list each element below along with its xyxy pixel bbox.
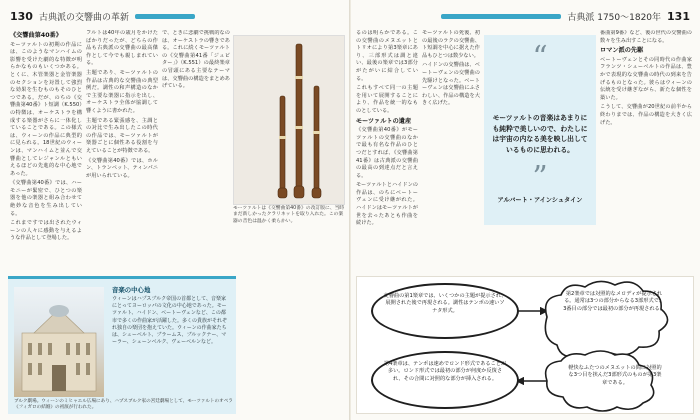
quote-author: アルバート・アインシュタイン	[497, 197, 583, 204]
movement-3-text: 軽快なふたつのメヌエットの間に対照的な3つ目を挟んだ3部形式のものが第3楽章である。	[568, 365, 662, 386]
paragraph: 《交響曲第40番》がモーツァルトの交響曲のなかで最も有名な作品のひとつだとすれば、《交響曲第41番》は古典派の交響曲の最高の到達点だと言える。	[356, 127, 418, 179]
quote-text: モーツァルトの音楽はあまりにも純粋で美しいので、わたしには宇宙の内なる美を映し出しているものに思われる。	[492, 114, 588, 154]
movement-1-text: 交響曲の第1楽章では、いくつかの主題が提示され、展開された後で再現される。調性はテンポの速いソナタ形式。	[383, 293, 507, 314]
right-page-running-title: 古典派 1750〜1820年	[567, 12, 662, 23]
paragraph: 《交響曲第40番》では、ハーモニーが緊密で、ひとつの楽器を他の楽器と組み合わせて絶妙な音色を生み出している。	[10, 180, 82, 217]
paragraph: モーツァルトの死後、初の最後のラクの交響曲、ト短調を中心に据えた作品もひとつは数少ない。	[422, 30, 480, 59]
left-column-2	[86, 30, 158, 272]
paragraph: こうして、交響曲が20世紀の前半から終わりまでは、作品の構造を大きく広げた。	[600, 104, 692, 126]
clarinet-photo	[233, 35, 345, 205]
right-page-number: 131	[667, 9, 690, 23]
right-column-1	[356, 30, 418, 272]
left-page-header	[10, 8, 195, 24]
symphony-movements-diagram	[356, 276, 694, 414]
paragraph: 《交響曲第40番》では、ホルン、トランペット、ティンパニが用いられている。	[86, 157, 158, 179]
section-heading: ロマン派の先駆	[600, 47, 644, 55]
infobox-caption: ブルク劇場。ウィーンのミヒャエル広場にあり、ハプスブルク家の宮廷劇場として、モーツァルトのオペラ《フィガロの結婚》の初演が行われた。	[14, 399, 233, 410]
burgtheater-image	[14, 287, 104, 397]
photo-caption: モーツァルトは《交響曲第40番》の改訂版に、当時まだ新しかったクラリネットを取り入れた。この楽器の音色は温かく柔らかい。	[233, 206, 345, 224]
left-column-3	[162, 30, 230, 272]
paragraph: 主題である緊張感を、主調との対比で生み出したこの時代の作品では、モーツァルトが楽器ごとに個性ある役割を与えていることが特徴である。	[86, 117, 158, 154]
paragraph: 番曲第9番》など、後の世代の交響曲の数々を生み出すことになる。	[600, 30, 692, 44]
left-page-running-title: 古典派の交響曲の革新	[38, 12, 129, 23]
right-column-2	[422, 30, 480, 272]
infobox-title: 音楽の中心地	[112, 286, 151, 294]
section-heading: モーツァルトの遺産	[356, 117, 412, 125]
paragraph: で、ときに悲劇で挑戦的なのは、オーケストラの響きである。これに続くモーツァルトの《交響曲第41番「ジュピター」》（K.551）の最終楽章の冒頭にある主要なテーマは、交響曲の構造をまとめあげている。	[162, 30, 230, 90]
movement-2-text: 第2楽章では対照的なメロディが提示される。通常は3つの部分からなる3部形式で、3番目の部分では最初の部分が再現される。	[563, 291, 665, 312]
paragraph: モーツァルトとハイドンの作品は、のちにベートーヴェンに受け継がれた。ハイドンはモーツァルトが世を去ったあとも作曲を続けた。	[356, 182, 418, 227]
clarinets-illustration	[234, 36, 346, 206]
book-gutter	[349, 0, 351, 420]
paragraph: ハイドンの交響曲は、ベートーヴェンの交響曲の先駆けとなった。ベートーヴェンは交響曲にふさわしい、作品の構造を大きく広げた。	[422, 62, 480, 107]
paragraph: 主題であり、モーツァルトの作品は古典的な交響曲の典型例だ。調性の和声構造のなかで主要な楽器に指示を出し、オーケストラ全体が協調して響くように書かれた。	[86, 69, 158, 114]
paragraph: るのは明らかである。この交響曲のメヌエットとトリオにより第3楽章にあり、三部形式は調と違い、最後の楽章では3部分がたがいに結合している。	[356, 30, 418, 82]
paragraph: ベートーヴェンとその同時代の作曲家フランツ・シューベルトの作品は、豊かで表現的な交響曲の時代の到来を告げるものとなった。彼らはウィーンの伝統を受け継ぎながら、新たな個性を築いた。	[600, 56, 692, 101]
close-quote-icon: ”	[532, 160, 548, 195]
right-column-4	[600, 30, 692, 272]
burgtheater-illustration	[14, 287, 104, 397]
paragraph: モーツァルトの初期の作品には、このようなマンハイムの影響を受けた劇的な特徴が明らかなものもいくつかある。とくに、木管楽器と金管楽器のセクションを対置して強烈な効果を生むものもそのひとつである。だが、のちの《交響曲第40番》ト短調（K.550）の特徴は、オーケストラを構成する楽器がさらに一体化していることである。この様式は、ウィーンの作品に典型的に見られる。18世紀のウィーンは、マンハイムと並んで交響曲としてレジャンルともいえるほどの先進的な中心地であった。	[10, 41, 82, 177]
paragraph: これもすべて同一の主題を用いて展開することにより、作品を統一的なものとしている。	[356, 85, 418, 114]
infobox-text: ウィーンはハプスブルク帝国の首都として、音楽家にとってヨーロッパの文化の中心地であった。モーツァルト、ハイドン、ベートーヴェンなど、この都市で多くの作曲家が活躍した。多くの貴族がそれぞれ独自の楽団を抱えていた。ウィーンの作曲家たちは、シューベルト、ブラームス、ブルックナー、マーラー、シェーンベルク、ヴェーベルンなど。	[112, 296, 228, 346]
left-column-1	[10, 30, 82, 272]
right-page-header	[441, 8, 690, 24]
paragraph: これまですでは出されたウィーンの人々に感動を与えるような作品として登場した。	[10, 220, 82, 242]
left-page-number: 130	[10, 9, 33, 23]
einstein-quote-box	[484, 35, 596, 225]
open-quote-icon: “	[532, 40, 548, 75]
header-accent-bar	[441, 14, 561, 19]
section-heading: 《交響曲第40番》	[10, 32, 62, 39]
music-center-infobox	[8, 276, 236, 414]
header-accent-bar	[135, 14, 195, 19]
movement-4-text: 第4楽章は、テンポは速めでロンド形式であることが多い。ロンド形式では最初の部分が何度か反復され、その合間に対照的な部分が挿入される。	[383, 361, 507, 382]
paragraph: フルトは40年の歳月をかけたばかりだったが、どちらの作品も古典派の交響曲の最高傑作として今でも親しまれている。	[86, 30, 158, 67]
